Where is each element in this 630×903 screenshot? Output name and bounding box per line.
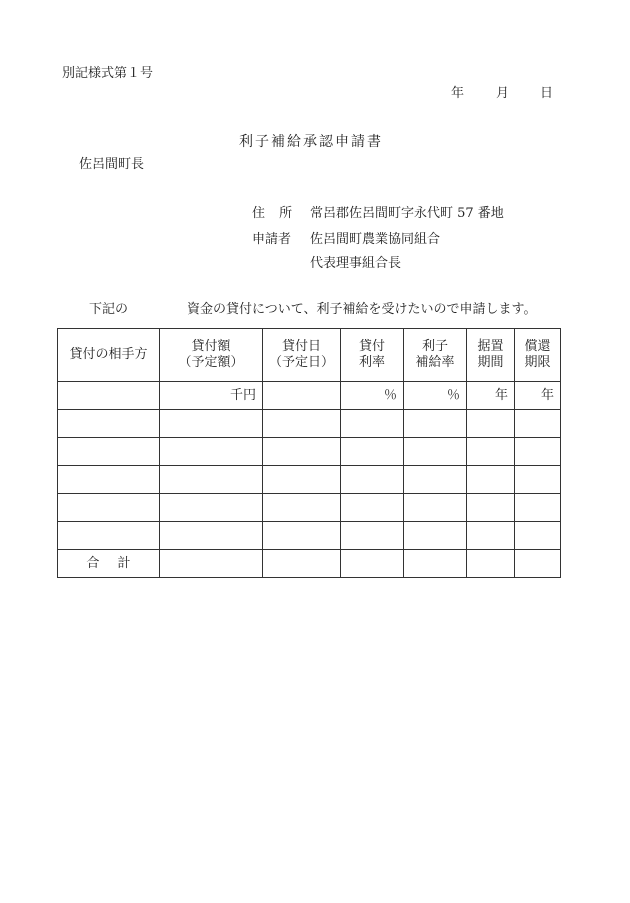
header-repayment-term-line2: 期限 <box>524 355 551 370</box>
loan-table <box>57 328 561 578</box>
table-cell <box>467 522 515 550</box>
header-loan-amount-line2: （予定額） <box>178 355 244 370</box>
applicant-label: 申請者 <box>252 232 292 247</box>
unit-percent: ％ <box>341 382 404 410</box>
table-cell <box>58 438 160 466</box>
header-loan-date-line1: 貸付日 <box>281 339 321 354</box>
table-cell <box>160 494 263 522</box>
header-repayment-term-line1: 償還 <box>524 339 551 354</box>
table-cell <box>58 522 160 550</box>
header-loan-rate-line2: 利率 <box>358 355 385 370</box>
table-cell <box>263 494 341 522</box>
applicant-name: 佐呂間町農業協同組合 <box>310 232 441 247</box>
address-label: 住 所 <box>252 206 293 221</box>
table-cell <box>341 494 404 522</box>
table-cell <box>160 550 263 578</box>
header-loan-amount <box>160 329 263 382</box>
table-cell <box>263 522 341 550</box>
header-subsidy-rate <box>404 329 467 382</box>
table-cell <box>467 494 515 522</box>
document-title: 利子補給承認申請書 <box>239 134 383 150</box>
table-cell <box>404 494 467 522</box>
table-cell <box>58 382 160 410</box>
table-cell <box>467 438 515 466</box>
header-loan-amount-line1: 貸付額 <box>191 339 231 354</box>
table-cell <box>263 466 341 494</box>
table-header-row <box>58 329 561 382</box>
header-loan-rate-line1: 貸付 <box>358 339 385 354</box>
table-row <box>58 410 561 438</box>
table-cell <box>263 410 341 438</box>
table-cell <box>404 410 467 438</box>
header-loan-rate <box>341 329 404 382</box>
table-cell <box>160 410 263 438</box>
table-cell <box>467 410 515 438</box>
header-subsidy-rate-line2: 補給率 <box>415 355 455 370</box>
table-cell <box>263 438 341 466</box>
table-cell <box>341 522 404 550</box>
table-row <box>58 382 561 410</box>
table-cell <box>58 494 160 522</box>
header-loan-date <box>263 329 341 382</box>
table-cell <box>160 466 263 494</box>
table-cell <box>515 466 561 494</box>
table-cell <box>515 494 561 522</box>
unit-year: 年 <box>467 382 515 410</box>
table-cell <box>515 438 561 466</box>
header-subsidy-rate-line1: 利子 <box>421 339 448 354</box>
unit-percent: ％ <box>404 382 467 410</box>
unit-year: 年 <box>515 382 561 410</box>
table-cell <box>404 438 467 466</box>
representative-title: 代表理事組合長 <box>310 256 402 271</box>
header-grace-period <box>467 329 515 382</box>
total-label: 合 計 <box>58 550 160 578</box>
header-grace-period-line1: 据置 <box>477 339 504 354</box>
table-row <box>58 494 561 522</box>
header-repayment-term <box>515 329 561 382</box>
table-row <box>58 438 561 466</box>
intro-suffix: 資金の貸付について、利子補給を受けたいので申請します。 <box>187 302 537 317</box>
date-month-label: 月 <box>496 86 510 101</box>
table-cell <box>467 466 515 494</box>
form-number: 別記様式第１号 <box>62 66 154 81</box>
table-cell <box>467 550 515 578</box>
table-cell <box>341 550 404 578</box>
table-cell <box>341 438 404 466</box>
table-row <box>58 466 561 494</box>
table-cell <box>404 550 467 578</box>
date-year-label: 年 <box>451 86 465 101</box>
date-day-label: 日 <box>540 86 554 101</box>
header-borrower-label: 貸付の相手方 <box>69 347 148 362</box>
address-value: 常呂郡佐呂間町字永代町 57 番地 <box>310 206 504 221</box>
addressee: 佐呂間町長 <box>79 157 145 172</box>
unit-thousand-yen: 千円 <box>160 382 263 410</box>
table-cell <box>160 522 263 550</box>
table-cell <box>58 410 160 438</box>
table-row <box>58 522 561 550</box>
table-cell <box>404 522 467 550</box>
table-cell <box>341 410 404 438</box>
table-cell <box>341 466 404 494</box>
table-cell <box>58 466 160 494</box>
header-grace-period-line2: 期間 <box>477 355 504 370</box>
table-cell <box>263 382 341 410</box>
table-cell <box>160 438 263 466</box>
table-cell <box>404 466 467 494</box>
header-loan-date-line2: （予定日） <box>268 355 334 370</box>
table-cell <box>515 550 561 578</box>
table-cell <box>515 522 561 550</box>
total-row <box>58 550 561 578</box>
table-cell <box>263 550 341 578</box>
table-cell <box>515 410 561 438</box>
intro-prefix: 下記の <box>89 302 129 317</box>
header-borrower <box>58 329 160 382</box>
